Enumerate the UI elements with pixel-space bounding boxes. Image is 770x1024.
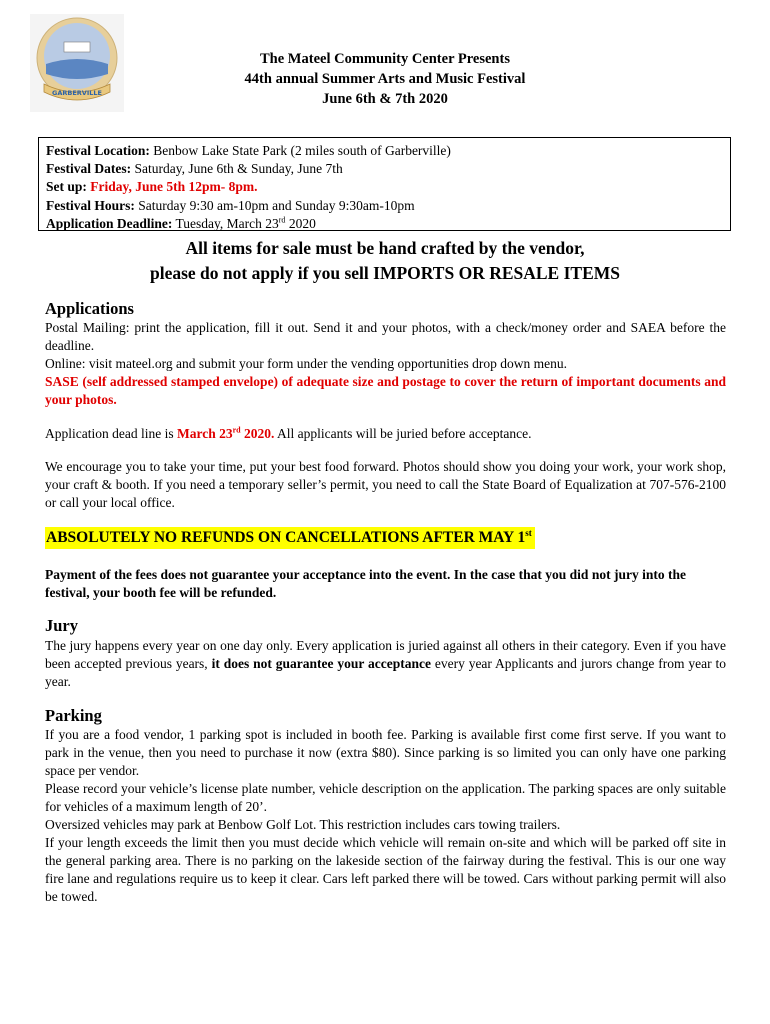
festival-logo — [30, 14, 124, 112]
info-hours: Festival Hours: Saturday 9:30 am-10pm and Sunday 9:30am-10pm — [46, 197, 415, 213]
payment-notice: Payment of the fees does not guarantee your acceptance into the event. In the case that you did not jury into the festival, your booth fee will be refunded. — [45, 567, 686, 600]
no-refunds-banner: ABSOLUTELY NO REFUNDS ON CANCELLATIONS AFTER MAY 1st — [45, 527, 535, 549]
document-header — [160, 49, 610, 109]
parking-section — [45, 726, 726, 906]
sase-notice: SASE (self addressed stamped envelope) of adequate size and postage to cover the return of important documents and your photos. — [45, 374, 726, 407]
application-deadline-text: Application dead line is March 23rd 2020. All applicants will be juried before acceptance. — [45, 425, 532, 441]
parking-heading: Parking — [45, 706, 102, 725]
applications-section — [45, 319, 726, 409]
handcrafted-notice: All items for sale must be hand crafted by the vendor, please do not apply if you sell IMPORTS OR RESALE ITEMS — [149, 238, 621, 283]
header-line-1: The Mateel Community Center Presents — [260, 51, 510, 67]
jury-heading: Jury — [45, 616, 78, 635]
info-setup: Set up: Friday, June 5th 12pm- 8pm. — [46, 179, 258, 195]
jury-text: The jury happens every year on one day only. Every application is juried against all others in their category. Even if you have been accepted previous years, it does not guarantee your acceptance every year Applicants and jurors change from year to year. — [45, 638, 727, 689]
info-dates: Festival Dates: Saturday, June 6th & Sunday, June 7th — [46, 161, 343, 177]
parking-para-4: If your length exceeds the limit then you must decide which vehicle will remain on-site and which will be parked off site in the general parking area. There is no parking on the lakeside section of the fairway during the festival. This is our one way fire lane and regulations require us to keep it clear. Cars left parked there will be towed. Cars without parking permit will also be towed. — [45, 835, 726, 904]
header-line-2: 44th annual Summer Arts and Music Festival — [244, 71, 526, 87]
applications-heading: Applications — [45, 299, 134, 318]
logo-banner-text: GARBERVILLE — [52, 89, 102, 97]
parking-para-1: If you are a food vendor, 1 parking spot is included in booth fee. Parking is available first come first serve. If you want to park in the venue, then you need to purchase it now (extra $80). Since parking is so limited you can only have one parking space per vendor. — [45, 727, 726, 778]
online-text: Online: visit mateel.org and submit your form under the vending opportunities drop down menu. — [45, 356, 568, 371]
parking-para-2: Please record your vehicle’s license plate number, vehicle description on the application. The parking spaces are only suitable for vehicles of a maximum length of 20’. — [45, 781, 726, 814]
info-location: Festival Location: Benbow Lake State Park (2 miles south of Garberville) — [46, 143, 451, 158]
parking-para-3: Oversized vehicles may park at Benbow Golf Lot. This restriction includes cars towing trailers. — [45, 817, 561, 832]
postal-mailing-text: Postal Mailing: print the application, fill it out. Send it and your photos, with a check/money order and SAEA before the deadline. — [45, 320, 726, 353]
info-deadline: Application Deadline: Tuesday, March 23rd 2020 — [46, 215, 316, 231]
header-line-3: June 6th & 7th 2020 — [322, 91, 448, 107]
encourage-text: We encourage you to take your time, put your best food forward. Photos should show you doing your work, your work shop, your craft & booth. If you need a temporary seller’s permit, you need to call the State Board of Equalization at 707-576-2100 or call your local office. — [45, 459, 726, 510]
festival-info-box — [38, 137, 731, 231]
